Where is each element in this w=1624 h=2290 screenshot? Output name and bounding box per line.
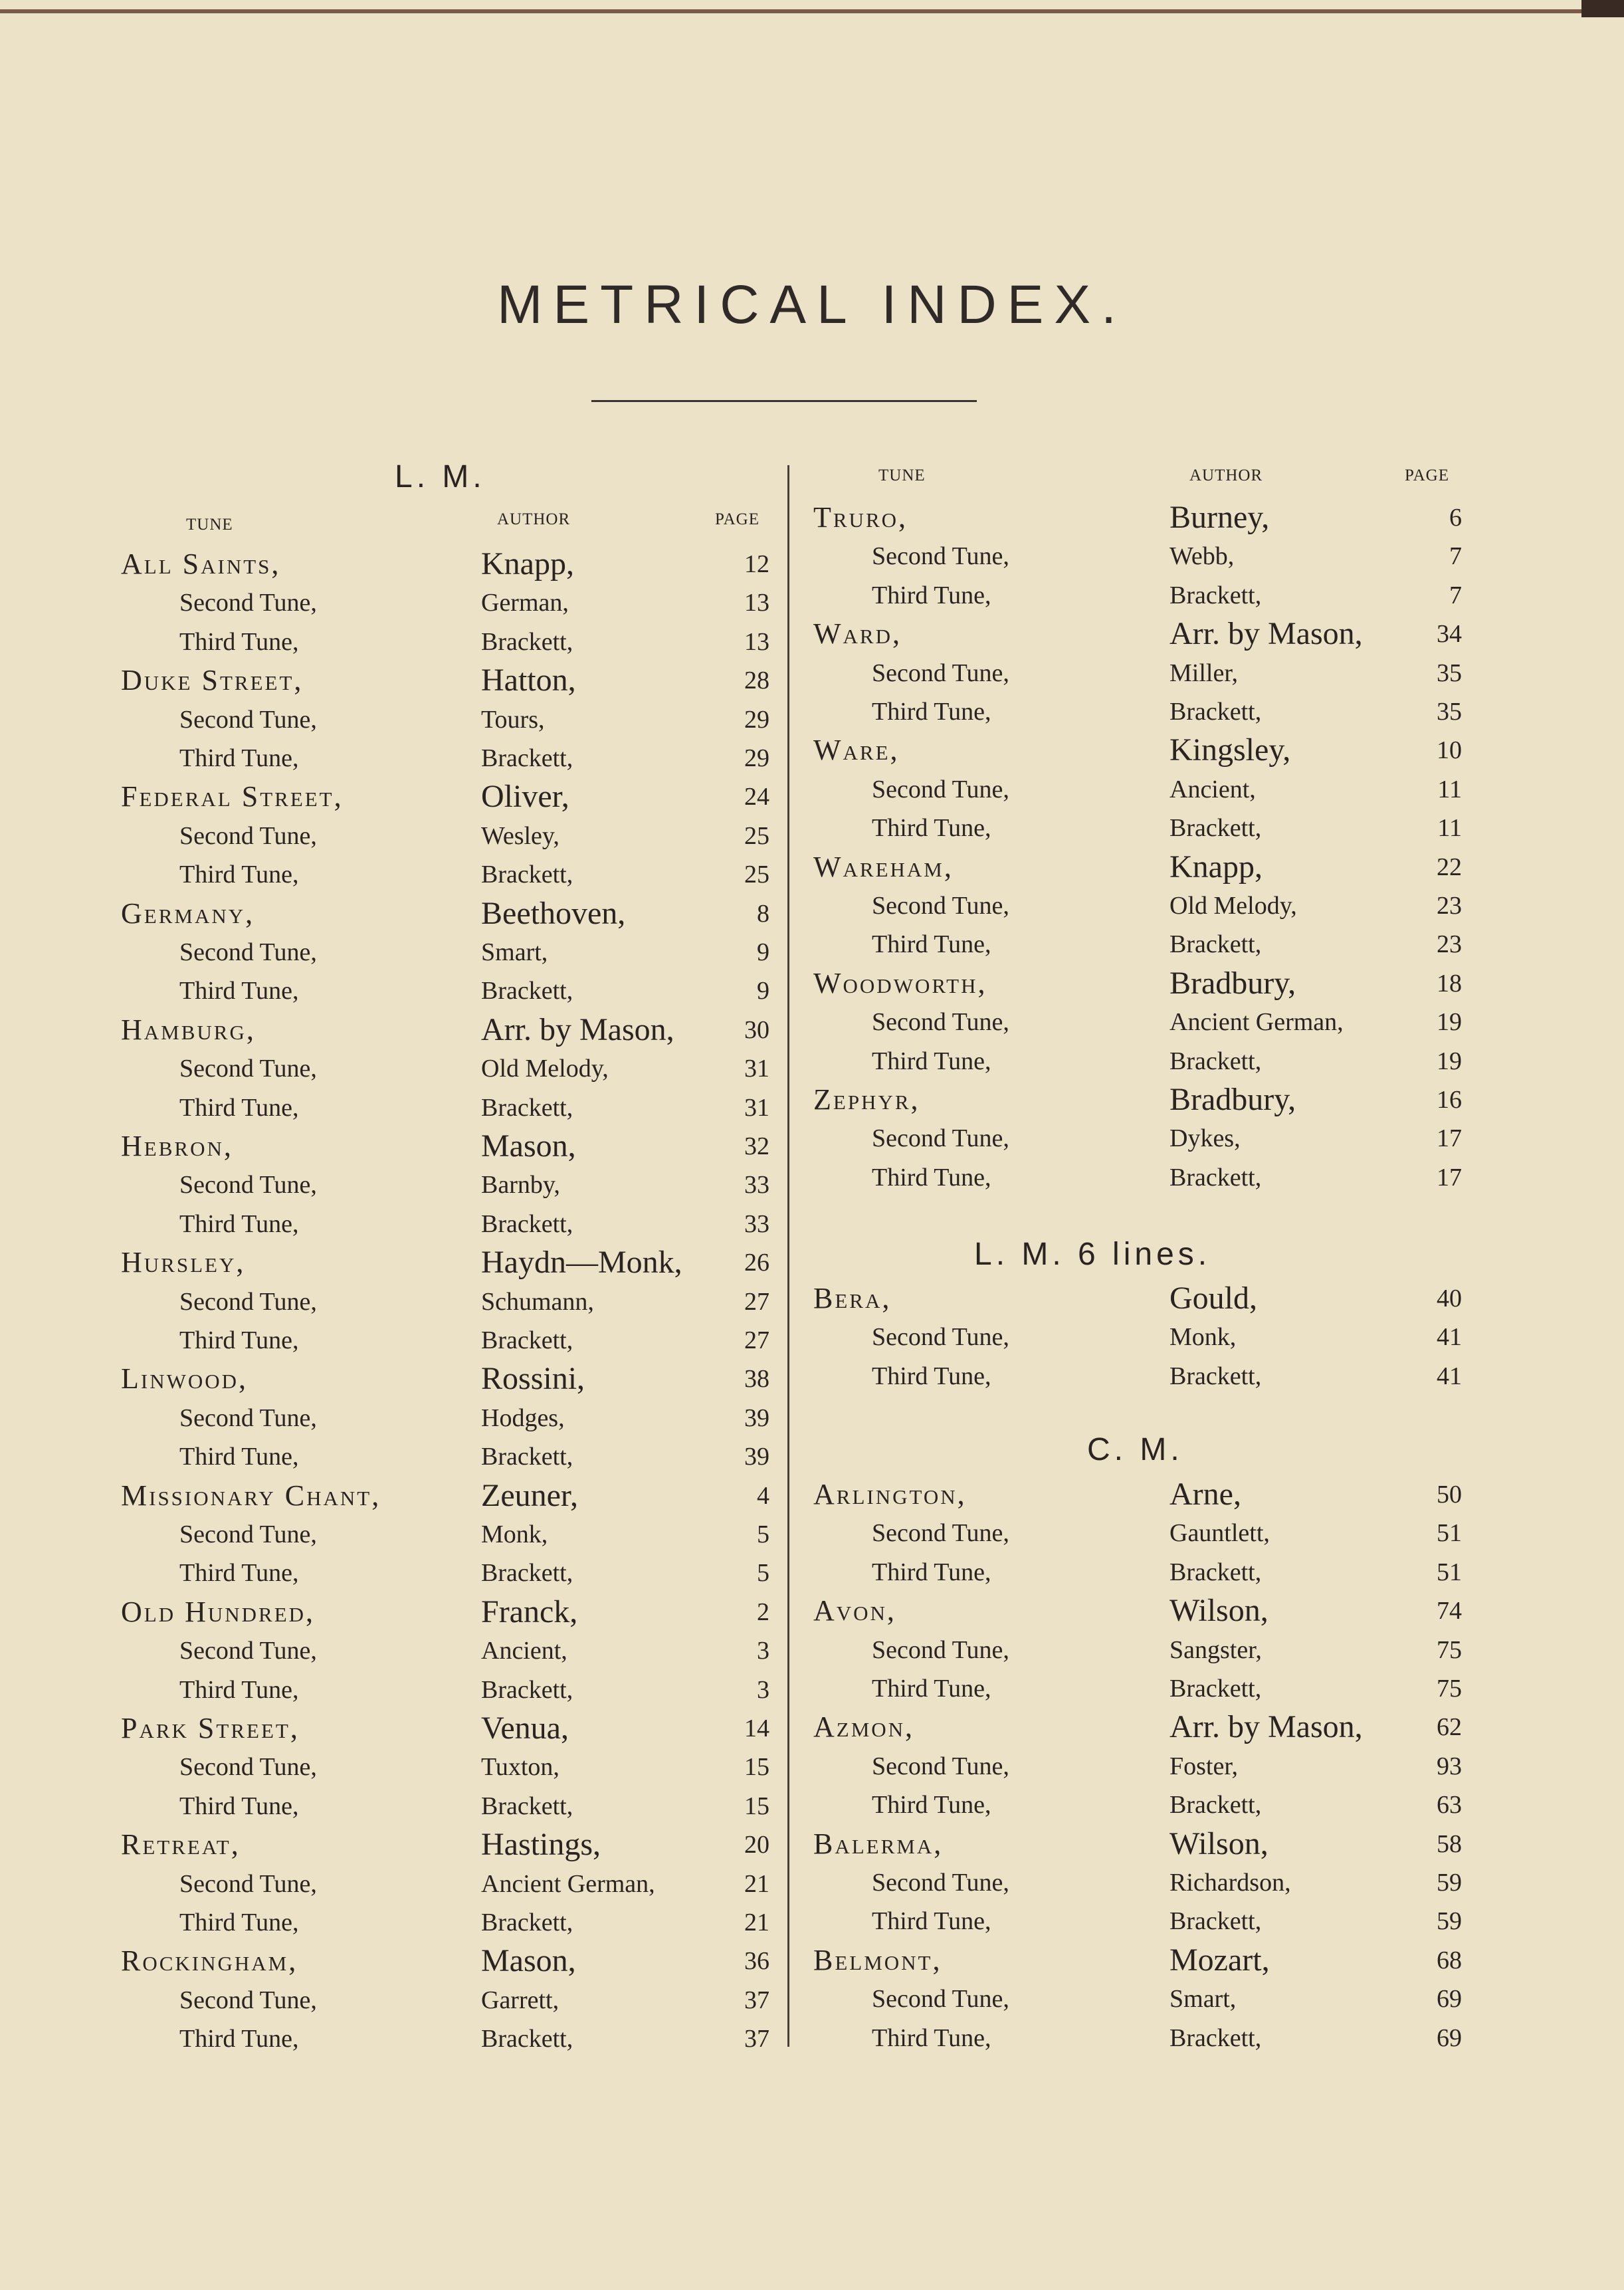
page-number: 33 xyxy=(744,1209,769,1238)
author-name: Brackett, xyxy=(1169,1047,1262,1075)
tune-name: Zephyr, xyxy=(813,1083,920,1116)
tune-name: Second Tune, xyxy=(179,1986,317,2014)
author-name: Wesley, xyxy=(481,821,559,850)
tune-name: Second Tune, xyxy=(179,821,317,850)
page-number: 4 xyxy=(757,1481,769,1510)
author-name: Smart, xyxy=(1169,1985,1237,2014)
tune-name: Belmont, xyxy=(813,1943,942,1976)
page-title: METRICAL INDEX. xyxy=(497,274,1127,335)
page-number: 26 xyxy=(744,1249,769,1277)
tune-name: Third Tune, xyxy=(179,744,299,772)
page-number: 13 xyxy=(744,589,769,617)
author-name: Ancient, xyxy=(1169,775,1256,803)
index-row xyxy=(0,1279,1624,1318)
page-number: 5 xyxy=(757,1559,769,1588)
author-name: Tours, xyxy=(481,705,545,734)
author-name: Beethoven, xyxy=(481,895,626,931)
index-row xyxy=(0,1980,1624,2018)
index-row xyxy=(0,1708,1624,1746)
tune-name: Third Tune, xyxy=(872,1047,991,1075)
page-number: 34 xyxy=(1437,620,1462,649)
author-name: Brackett, xyxy=(481,2025,573,2053)
page-number: 12 xyxy=(744,550,769,578)
tune-name: Second Tune, xyxy=(872,1752,1009,1780)
page-number: 32 xyxy=(744,1132,769,1160)
author-name: Gauntlett, xyxy=(1169,1519,1270,1548)
page-number: 51 xyxy=(1437,1519,1462,1548)
right-header-tune: TUNE xyxy=(878,467,926,484)
index-row xyxy=(0,1902,1624,1940)
page-number: 28 xyxy=(744,667,769,695)
page-number: 3 xyxy=(757,1637,769,1665)
index-row xyxy=(0,1592,1624,1630)
tune-name: Ward, xyxy=(813,617,902,651)
author-name: Hodges, xyxy=(481,1404,565,1432)
page-number: 58 xyxy=(1437,1829,1462,1858)
page-number: 10 xyxy=(1437,736,1462,765)
author-name: Burney, xyxy=(1169,500,1270,535)
page-number: 33 xyxy=(744,1171,769,1199)
author-name: Rossini, xyxy=(481,1361,585,1397)
index-row xyxy=(0,1631,1624,1669)
tune-name: Old Hundred, xyxy=(121,1595,316,1628)
author-name: Bradbury, xyxy=(1169,1082,1296,1117)
page-number: 51 xyxy=(1437,1558,1462,1586)
author-name: Brackett, xyxy=(1169,2024,1262,2052)
tune-name: Third Tune, xyxy=(179,2025,299,2053)
author-name: Brackett, xyxy=(1169,698,1262,726)
page-number: 11 xyxy=(1437,814,1462,843)
left-header-page: PAGE xyxy=(715,510,760,528)
page-number: 13 xyxy=(744,627,769,656)
page-number: 19 xyxy=(1437,1047,1462,1075)
page-number: 59 xyxy=(1437,1907,1462,1936)
author-name: Brackett, xyxy=(1169,1791,1262,1820)
author-name: Arne, xyxy=(1169,1477,1241,1512)
author-name: Monk, xyxy=(1169,1323,1237,1352)
index-row xyxy=(0,1042,1624,1081)
tune-name: Truro, xyxy=(813,501,908,534)
tune-name: Third Tune, xyxy=(179,861,299,889)
page-number: 59 xyxy=(1437,1869,1462,1897)
author-name: Arr. by Mason, xyxy=(1169,616,1363,652)
index-row xyxy=(0,1003,1624,1041)
author-name: Haydn—Monk, xyxy=(481,1245,682,1281)
tune-name: Second Tune, xyxy=(872,1124,1009,1153)
page-number: 3 xyxy=(757,1675,769,1704)
author-name: Brackett, xyxy=(481,977,573,1005)
tune-name: Third Tune, xyxy=(872,1558,991,1586)
tune-name: Azmon, xyxy=(813,1711,915,1744)
tune-name: Third Tune, xyxy=(179,627,299,656)
index-row xyxy=(0,1243,1624,1282)
page-number: 21 xyxy=(744,1869,769,1898)
tune-name: Third Tune, xyxy=(179,977,299,1005)
tune-name: Second Tune, xyxy=(179,1404,317,1432)
page-number: 17 xyxy=(1437,1163,1462,1192)
tune-name: Third Tune, xyxy=(872,930,991,959)
page-number: 22 xyxy=(1437,853,1462,881)
index-row xyxy=(0,615,1624,653)
tune-name: Third Tune, xyxy=(872,581,991,609)
author-name: Brackett, xyxy=(1169,1362,1262,1390)
author-name: Tuxton, xyxy=(481,1753,559,1782)
tune-name: Second Tune, xyxy=(872,1985,1009,2014)
page-number: 37 xyxy=(744,2025,769,2053)
index-row xyxy=(0,1514,1624,1552)
tune-name: Second Tune, xyxy=(179,705,317,734)
tune-name: Second Tune, xyxy=(179,1171,317,1199)
author-name: Venua, xyxy=(481,1711,569,1746)
index-row xyxy=(0,1399,1624,1437)
index-row xyxy=(0,498,1624,537)
tune-name: Third Tune, xyxy=(872,2024,991,2052)
tune-name: Hamburg, xyxy=(121,1013,256,1046)
tune-name: Second Tune, xyxy=(872,775,1009,803)
author-name: Gould, xyxy=(1169,1281,1257,1316)
tune-name: Second Tune, xyxy=(872,1008,1009,1037)
author-name: Brackett, xyxy=(481,861,573,889)
author-name: Brackett, xyxy=(481,1443,573,1471)
tune-name: Linwood, xyxy=(121,1362,249,1396)
author-name: Ancient German, xyxy=(1169,1008,1344,1037)
index-row xyxy=(0,1825,1624,1863)
author-name: Dykes, xyxy=(1169,1124,1241,1153)
author-name: Franck, xyxy=(481,1594,578,1629)
index-row xyxy=(0,848,1624,886)
page-number: 17 xyxy=(1437,1124,1462,1153)
tune-name: Third Tune, xyxy=(872,814,991,843)
page-number: 9 xyxy=(757,977,769,1005)
page-number: 9 xyxy=(757,938,769,966)
page-number: 75 xyxy=(1437,1675,1462,1703)
page-number: 93 xyxy=(1437,1752,1462,1780)
author-name: Arr. by Mason, xyxy=(1169,1709,1363,1745)
index-row xyxy=(0,809,1624,847)
page-number: 15 xyxy=(744,1792,769,1820)
page-number: 6 xyxy=(1449,504,1462,532)
author-name: Brackett, xyxy=(1169,1558,1262,1586)
top-edge-corner xyxy=(1581,0,1624,17)
author-name: Knapp, xyxy=(481,546,574,581)
index-row xyxy=(0,1475,1624,1514)
author-name: Knapp, xyxy=(1169,849,1263,885)
top-edge-rule xyxy=(0,9,1624,13)
page-number: 31 xyxy=(744,1055,769,1083)
tune-name: Bera, xyxy=(813,1282,892,1314)
tune-name: Second Tune, xyxy=(872,1635,1009,1664)
page-number: 35 xyxy=(1437,659,1462,687)
page-number: 39 xyxy=(744,1404,769,1432)
right-header-author: AUTHOR xyxy=(1189,467,1263,484)
page-number: 11 xyxy=(1437,775,1462,803)
page-number: 23 xyxy=(1437,930,1462,959)
section-label-cm: C. M. xyxy=(1087,1432,1183,1467)
page-number: 69 xyxy=(1437,1985,1462,2014)
index-row xyxy=(0,1318,1624,1356)
section-label-lm: L. M. xyxy=(395,459,486,494)
author-name: Webb, xyxy=(1169,542,1235,571)
author-name: Ancient German, xyxy=(481,1869,655,1898)
tune-name: Hebron, xyxy=(121,1130,233,1162)
tune-name: Second Tune, xyxy=(179,1520,317,1548)
left-header-author: AUTHOR xyxy=(497,510,571,528)
index-row xyxy=(0,886,1624,925)
author-name: Monk, xyxy=(481,1520,548,1548)
tune-name: Balerma, xyxy=(813,1827,944,1860)
tune-name: Retreat, xyxy=(121,1828,241,1861)
page-number: 75 xyxy=(1437,1635,1462,1664)
page-number: 63 xyxy=(1437,1791,1462,1820)
author-name: Oliver, xyxy=(481,779,569,815)
tune-name: Third Tune, xyxy=(872,1362,991,1390)
tune-name: Third Tune, xyxy=(179,1559,299,1588)
index-row xyxy=(0,1863,1624,1902)
page-number: 20 xyxy=(744,1831,769,1859)
author-name: Mozart, xyxy=(1169,1942,1270,1978)
author-name: Brackett, xyxy=(481,744,573,772)
author-name: Wilson, xyxy=(1169,1593,1269,1629)
title-divider xyxy=(591,400,977,402)
page-number: 29 xyxy=(744,744,769,772)
left-header-tune: TUNE xyxy=(186,516,233,534)
author-name: Old Melody, xyxy=(1169,892,1297,920)
tune-name: Germany, xyxy=(121,896,255,930)
tune-name: Rockingham, xyxy=(121,1944,298,1978)
author-name: Miller, xyxy=(1169,659,1238,687)
page-number: 8 xyxy=(757,899,769,928)
page-number: 18 xyxy=(1437,969,1462,997)
index-row xyxy=(0,1081,1624,1119)
author-name: Wilson, xyxy=(1169,1825,1269,1861)
tune-name: Third Tune, xyxy=(179,1093,299,1122)
author-name: Barnby, xyxy=(481,1171,560,1199)
index-row xyxy=(0,1119,1624,1158)
author-name: Smart, xyxy=(481,938,548,966)
tune-name: Second Tune, xyxy=(872,1869,1009,1897)
tune-name: Duke Street, xyxy=(121,664,304,697)
tune-name: Wareham, xyxy=(813,850,954,883)
tune-name: Second Tune, xyxy=(179,938,317,966)
author-name: Foster, xyxy=(1169,1752,1238,1780)
author-name: Garrett, xyxy=(481,1986,559,2014)
author-name: Brackett, xyxy=(1169,1163,1262,1192)
tune-name: Hursley, xyxy=(121,1246,246,1279)
author-name: Mason, xyxy=(481,1943,576,1979)
author-name: Brackett, xyxy=(1169,814,1262,843)
tune-name: Third Tune, xyxy=(179,1443,299,1471)
author-name: Brackett, xyxy=(481,627,573,656)
author-name: Arr. by Mason, xyxy=(481,1011,674,1047)
index-row xyxy=(0,925,1624,964)
page-number: 39 xyxy=(744,1443,769,1471)
page-number: 50 xyxy=(1437,1481,1462,1509)
page-number: 38 xyxy=(744,1365,769,1394)
page-number: 21 xyxy=(744,1909,769,1936)
index-row xyxy=(0,1786,1624,1824)
tune-name: Avon, xyxy=(813,1594,896,1627)
author-name: Hatton, xyxy=(481,663,576,698)
author-name: Zeuner, xyxy=(481,1477,578,1513)
index-row xyxy=(0,1553,1624,1592)
page-number: 29 xyxy=(744,705,769,734)
tune-name: Third Tune, xyxy=(872,1907,991,1936)
index-row xyxy=(0,1669,1624,1708)
page-number: 68 xyxy=(1437,1946,1462,1974)
section-label-lm-6-lines: L. M. 6 lines. xyxy=(974,1237,1211,1272)
page-number: 23 xyxy=(1437,892,1462,920)
page-number: 69 xyxy=(1437,2024,1462,2052)
tune-name: Second Tune, xyxy=(872,1323,1009,1352)
tune-name: Third Tune, xyxy=(179,1792,299,1820)
tune-name: Second Tune, xyxy=(872,1519,1009,1548)
author-name: Brackett, xyxy=(481,1559,573,1588)
tune-name: Ware, xyxy=(813,734,900,767)
page-number: 19 xyxy=(1437,1008,1462,1037)
page-number: 37 xyxy=(744,1986,769,2014)
index-row xyxy=(0,1437,1624,1476)
tune-name: Third Tune, xyxy=(872,1791,991,1820)
tune-name: Third Tune, xyxy=(179,1909,299,1936)
tune-name: Third Tune, xyxy=(179,1209,299,1238)
page-number: 74 xyxy=(1437,1597,1462,1625)
page-number: 2 xyxy=(757,1598,769,1626)
author-name: Mason, xyxy=(481,1128,576,1164)
tune-name: Second Tune, xyxy=(179,1287,317,1316)
tune-name: Third Tune, xyxy=(179,1326,299,1354)
tune-name: Missionary Chant, xyxy=(121,1479,381,1512)
index-row xyxy=(0,692,1624,731)
page-number: 31 xyxy=(744,1093,769,1122)
tune-name: Park Street, xyxy=(121,1712,300,1744)
tune-name: Federal Street, xyxy=(121,780,344,813)
page-number: 5 xyxy=(757,1520,769,1548)
tune-name: Second Tune, xyxy=(179,1753,317,1782)
author-name: Richardson, xyxy=(1169,1869,1291,1897)
author-name: German, xyxy=(481,589,569,617)
page-number: 62 xyxy=(1437,1713,1462,1742)
page-number: 27 xyxy=(744,1326,769,1354)
index-row xyxy=(0,964,1624,1003)
author-name: Bradbury, xyxy=(1169,965,1296,1001)
index-row xyxy=(0,731,1624,770)
page-number: 36 xyxy=(744,1947,769,1976)
author-name: Brackett, xyxy=(1169,930,1262,959)
page-number: 25 xyxy=(744,861,769,889)
tune-name: Third Tune, xyxy=(872,1675,991,1703)
tune-name: Second Tune, xyxy=(179,589,317,617)
index-row xyxy=(0,1357,1624,1396)
page-number: 35 xyxy=(1437,698,1462,726)
author-name: Brackett, xyxy=(1169,1907,1262,1936)
page-number: 40 xyxy=(1437,1285,1462,1312)
page-number: 25 xyxy=(744,821,769,850)
author-name: Brackett, xyxy=(1169,1675,1262,1703)
author-name: Brackett, xyxy=(481,1326,573,1354)
page-number: 30 xyxy=(744,1015,769,1044)
tune-name: Second Tune, xyxy=(872,542,1009,571)
index-row xyxy=(0,770,1624,809)
tune-name: Second Tune, xyxy=(179,1637,317,1665)
author-name: Hastings, xyxy=(481,1827,601,1863)
index-row xyxy=(0,2019,1624,2057)
author-name: Brackett, xyxy=(481,1093,573,1122)
page-number: 14 xyxy=(744,1715,769,1742)
page-number: 27 xyxy=(744,1287,769,1316)
author-name: Brackett, xyxy=(481,1675,573,1704)
tune-name: Second Tune, xyxy=(872,659,1009,687)
page-number: 15 xyxy=(744,1753,769,1782)
right-header-page: PAGE xyxy=(1405,467,1449,484)
tune-name: Second Tune, xyxy=(179,1869,317,1898)
index-row xyxy=(0,1747,1624,1786)
author-name: Ancient, xyxy=(481,1637,567,1665)
author-name: Schumann, xyxy=(481,1287,594,1316)
page-number: 7 xyxy=(1449,542,1462,571)
author-name: Brackett, xyxy=(481,1909,573,1936)
page-number: 41 xyxy=(1437,1323,1462,1352)
index-row xyxy=(0,576,1624,615)
author-name: Brackett, xyxy=(481,1792,573,1820)
tune-name: Third Tune, xyxy=(872,1163,991,1192)
tune-name: All Saints, xyxy=(121,548,281,580)
page-number: 7 xyxy=(1449,581,1462,609)
index-row xyxy=(0,1158,1624,1197)
index-row xyxy=(0,1205,1624,1243)
index-row xyxy=(0,1941,1624,1980)
tune-name: Second Tune, xyxy=(179,1055,317,1083)
tune-name: Arlington, xyxy=(813,1478,967,1510)
index-row xyxy=(0,654,1624,692)
author-name: Brackett, xyxy=(1169,581,1262,609)
page-number: 41 xyxy=(1437,1362,1462,1390)
author-name: Old Melody, xyxy=(481,1055,609,1083)
tune-name: Third Tune, xyxy=(872,698,991,726)
author-name: Brackett, xyxy=(481,1209,573,1238)
tune-name: Third Tune, xyxy=(179,1675,299,1704)
index-row xyxy=(0,537,1624,575)
page-number: 16 xyxy=(1437,1086,1462,1114)
page-number: 24 xyxy=(744,783,769,811)
tune-name: Second Tune, xyxy=(872,892,1009,920)
tune-name: Woodworth, xyxy=(813,966,987,999)
author-name: Kingsley, xyxy=(1169,732,1291,768)
author-name: Sangster, xyxy=(1169,1635,1262,1664)
